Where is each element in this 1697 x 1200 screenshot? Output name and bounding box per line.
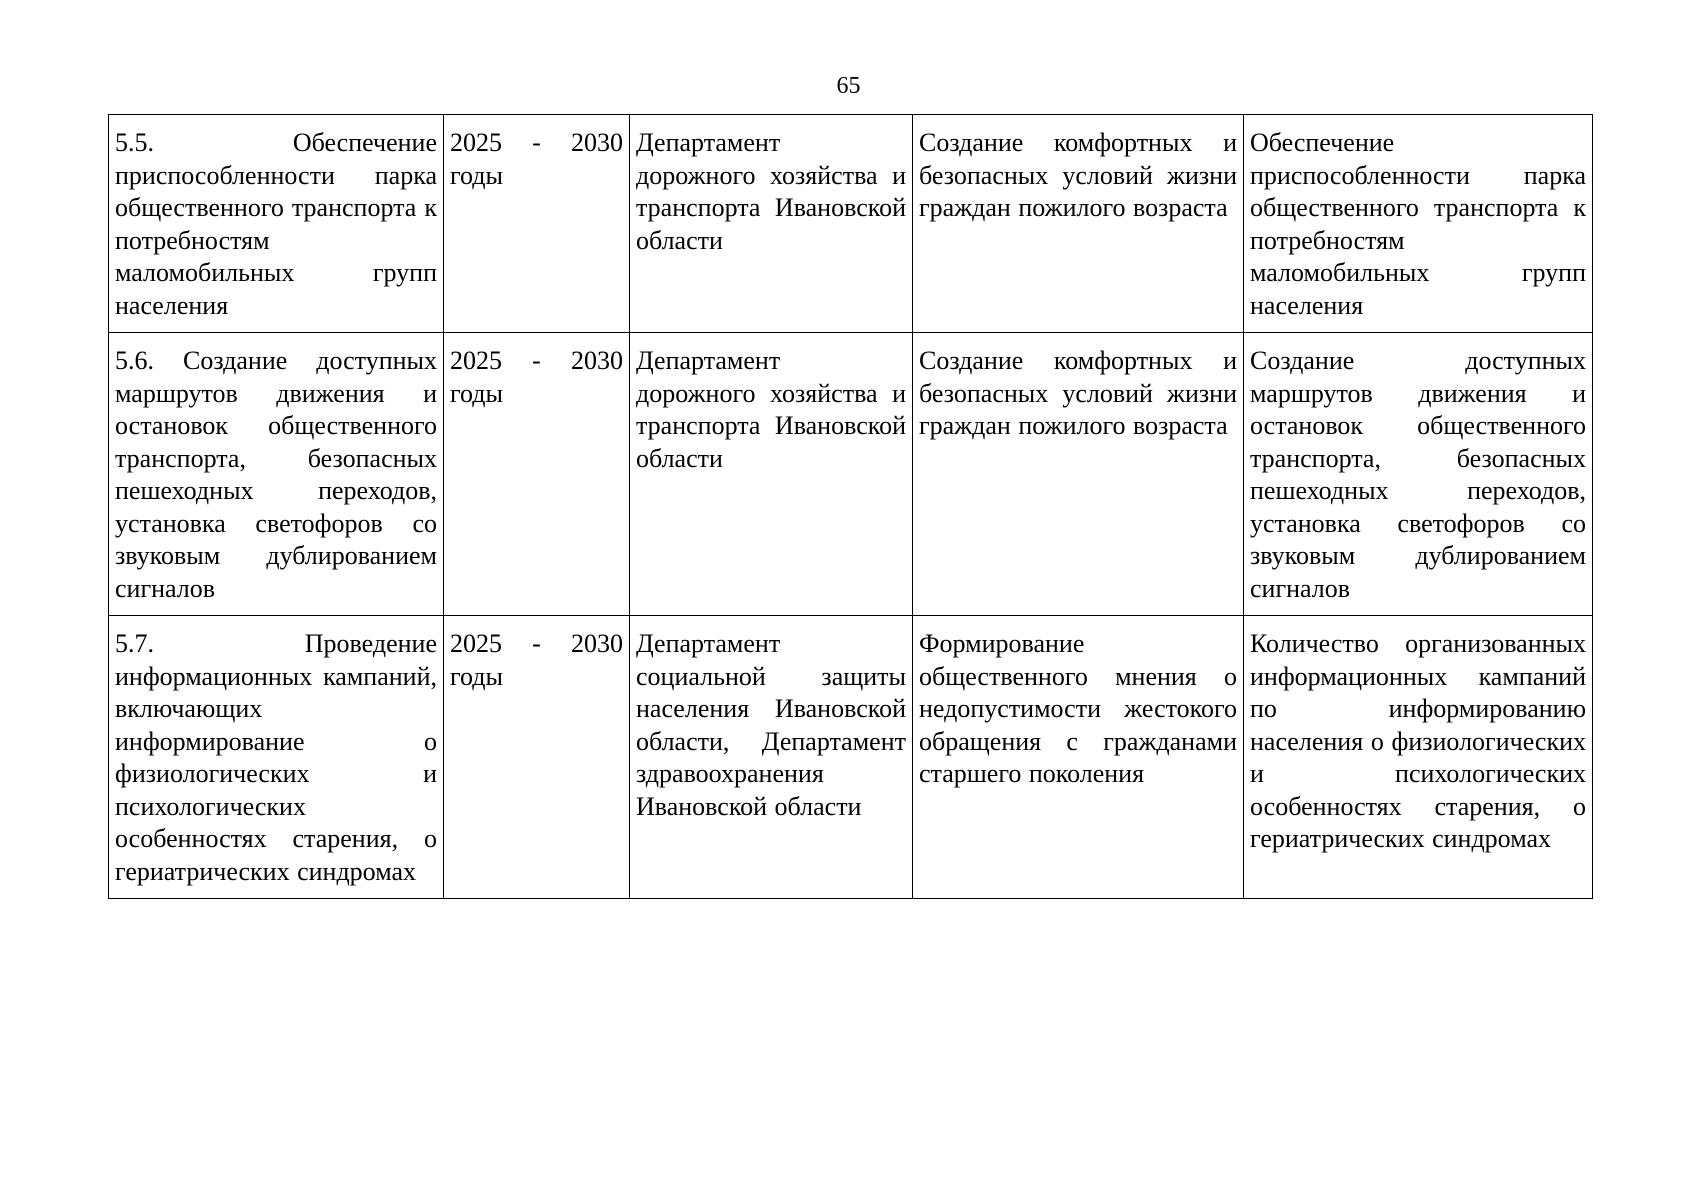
goal-cell: Создание комфортных и безопасных условий жизни граждан пожилого возраста bbox=[913, 333, 1244, 616]
measures-table bbox=[108, 114, 1593, 899]
table-row bbox=[109, 616, 1593, 899]
goal-cell: Формирование общественного мнения о недопустимости жестокого обращения с гражданами старшего поколения bbox=[913, 616, 1244, 899]
period-cell: 2025 - 2030 годы bbox=[444, 616, 630, 899]
executor-cell: Департамент дорожного хозяйства и транспорта Ивановской области bbox=[630, 115, 913, 333]
indicator-cell: Обеспечение приспособленности парка общественного транспорта к потребностям маломобильных групп населения bbox=[1244, 115, 1593, 333]
table-row bbox=[109, 115, 1593, 333]
indicator-cell: Создание доступных маршрутов движения и остановок общественного транспорта, безопасных пешеходных переходов, установка светофоров со звуковым дублированием сигналов bbox=[1244, 333, 1593, 616]
goal-cell: Создание комфортных и безопасных условий жизни граждан пожилого возраста bbox=[913, 115, 1244, 333]
page-number: 65 bbox=[836, 73, 861, 99]
indicator-cell: Количество организованных информационных кампаний по информированию населения о физиологических и психологических особенностях старения, о гериатрических синдромах bbox=[1244, 616, 1593, 899]
period-cell: 2025 - 2030 годы bbox=[444, 333, 630, 616]
measure-cell: 5.7. Проведение информационных кампаний, включающих информирование о физиологических и психологических особенностях старения, о гериатрических синдромах bbox=[109, 616, 444, 899]
executor-cell: Департамент дорожного хозяйства и транспорта Ивановской области bbox=[630, 333, 913, 616]
period-cell: 2025 - 2030 годы bbox=[444, 115, 630, 333]
measure-cell: 5.5. Обеспечение приспособленности парка общественного транспорта к потребностям маломобильных групп населения bbox=[109, 115, 444, 333]
executor-cell: Департамент социальной защиты населения Ивановской области, Департамент здравоохранения Ивановской области bbox=[630, 616, 913, 899]
measure-cell: 5.6. Создание доступных маршрутов движения и остановок общественного транспорта, безопасных пешеходных переходов, установка светофоров со звуковым дублированием сигналов bbox=[109, 333, 444, 616]
table-row bbox=[109, 333, 1593, 616]
